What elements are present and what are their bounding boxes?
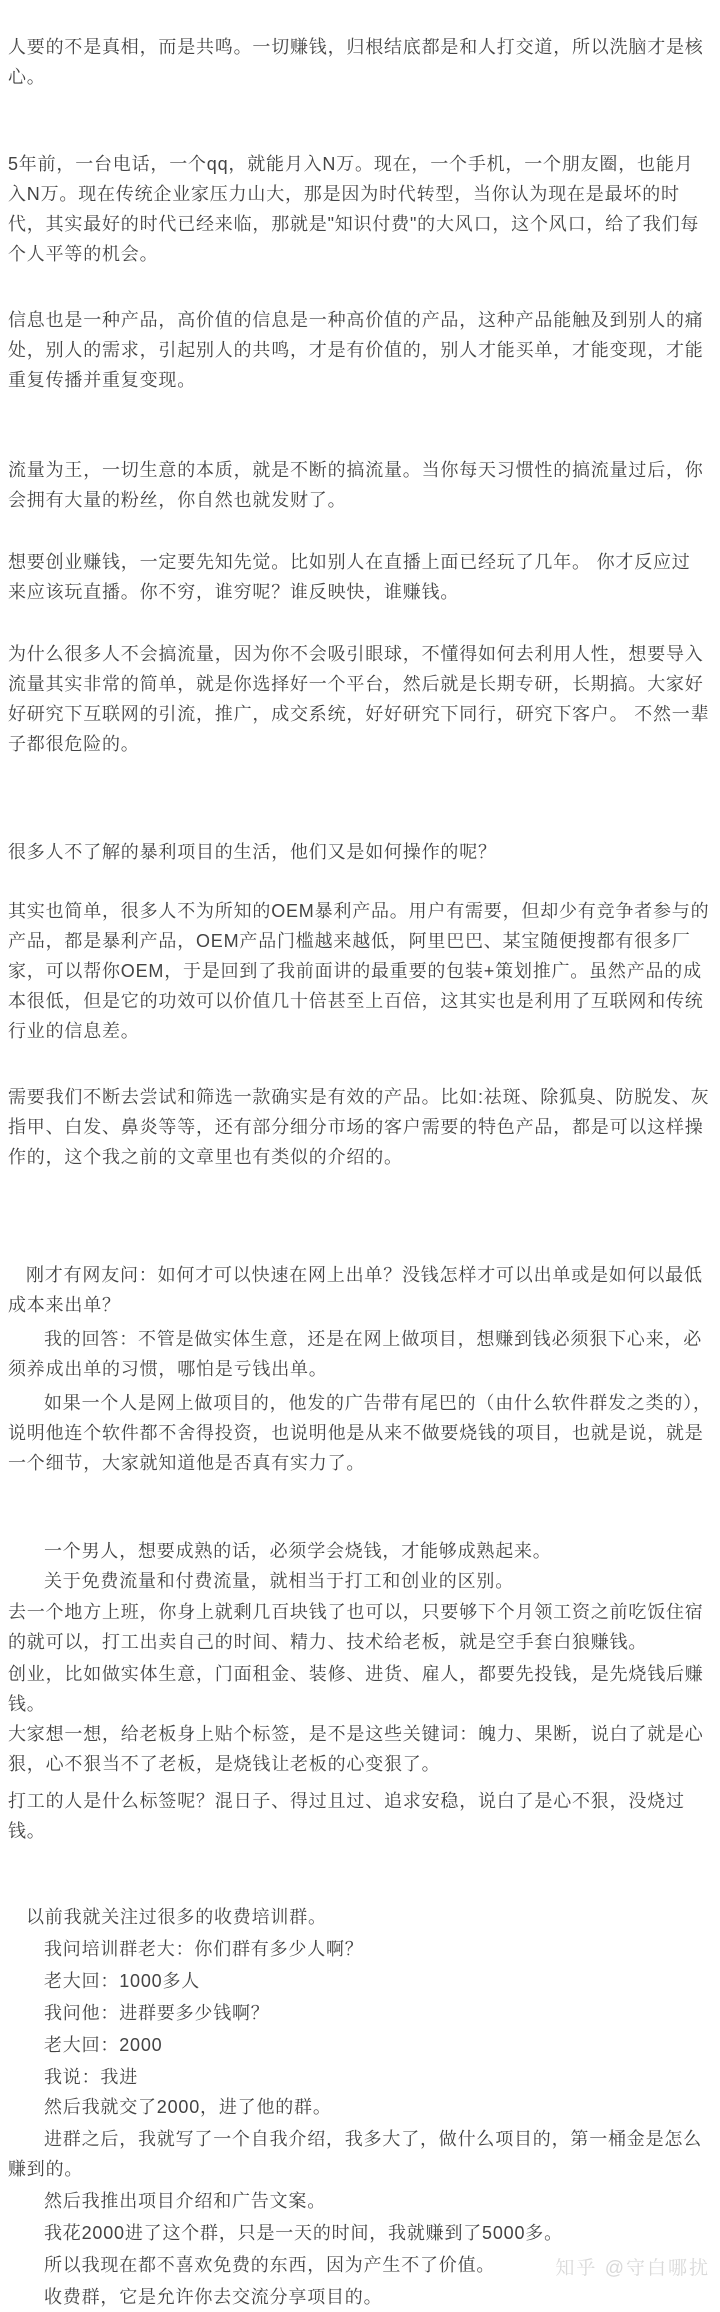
paragraph: 如果一个人是网上做项目的，他发的广告带有尾巴的（由什么软件群发之类的），说明他连个软件都不舍得投资，也说明他是从来不做要烧钱的项目，也就是说，就是一个细节，大家就知道他是否真有实力了。 bbox=[8, 1393, 712, 1473]
paragraph: 很多人不了解的暴利项目的生活，他们又是如何操作的呢？ bbox=[8, 842, 497, 862]
paragraph: 我的回答：不管是做实体生意，还是在网上做项目，想赚到钱必须狠下心来，必须养成出单的习惯，哪怕是亏钱出单。 bbox=[8, 1329, 702, 1379]
paragraph: 老大回：1000多人 bbox=[44, 1971, 201, 1991]
paragraph: 为什么很多人不会搞流量，因为你不会吸引眼球，不懂得如何去利用人性，想要导入流量其实非常的简单，就是你选择好一个平台，然后就是长期专研，长期搞。大家好好研究下互联网的引流，推广，成交系统，好好研究下同行，研究下客户。 不然一辈子都很危险的。 bbox=[8, 644, 710, 754]
zhihu-watermark: 知乎 @守白哪扰 bbox=[555, 2258, 710, 2279]
paragraph: 想要创业赚钱，一定要先知先觉。比如别人在直播上面已经玩了几年。 你才反应过 来应该玩直播。你不穷，谁穷呢？谁反映快，谁赚钱。 bbox=[8, 552, 691, 602]
paragraph: 以前我就关注过很多的收费培训群。 bbox=[26, 1907, 327, 1927]
paragraph: 我花2000进了这个群，只是一天的时间，我就赚到了5000多。 bbox=[44, 2223, 563, 2243]
paragraph: 我问培训群老大：你们群有多少人啊？ bbox=[44, 1939, 364, 1959]
paragraph: 关于免费流量和付费流量，就相当于打工和创业的区别。 bbox=[44, 1571, 514, 1591]
paragraph: 5年前，一台电话，一个qq，就能月入N万。现在，一个手机，一个朋友圈，也能月入N万。现在传统企业家压力山大，那是因为时代转型，当你认为现在是最坏的时代，其实最好的时代已经来临，那就是"知识付费"的大风口，这个风口，给了我们每个人平等的机会。 bbox=[8, 154, 700, 264]
paragraph: 信息也是一种产品，高价值的信息是一种高价值的产品，这种产品能触及到别人的痛处，别人的需求，引起别人的共鸣，才是有价值的，别人才能买单，才能变现，才能重复传播并重复变现。 bbox=[8, 310, 704, 390]
paragraph: 大家想一想，给老板身上贴个标签，是不是这些关键词：魄力、果断，说白了就是心狠，心不狠当不了老板，是烧钱让老板的心变狠了。 bbox=[8, 1724, 704, 1774]
paragraph: 然后我就交了2000，进了他的群。 bbox=[44, 2097, 332, 2117]
paragraph: 收费群，它是允许你去交流分享项目的。 bbox=[44, 2287, 383, 2307]
paragraph: 人要的不是真相，而是共鸣。一切赚钱，归根结底都是和人打交道，所以洗脑才是核心。 bbox=[8, 37, 704, 87]
paragraph: 所以我现在都不喜欢免费的东西，因为产生不了价值。 bbox=[44, 2255, 496, 2275]
paragraph: 我说：我进 bbox=[44, 2067, 138, 2087]
paragraph: 创业，比如做实体生意，门面租金、装修、进货、雇人，都要先投钱，是先烧钱后赚钱。 bbox=[8, 1664, 704, 1714]
paragraph: 然后我推出项目介绍和广告文案。 bbox=[44, 2191, 326, 2211]
paragraph: 老大回：2000 bbox=[44, 2035, 163, 2055]
paragraph: 打工的人是什么标签呢？混日子、得过且过、追求安稳，说白了是心不狠，没烧过钱。 bbox=[8, 1791, 685, 1841]
paragraph: 刚才有网友问：如何才可以快速在网上出单？没钱怎样才可以出单或是如何以最低成本来出单？ bbox=[8, 1265, 703, 1315]
paragraph: 需要我们不断去尝试和筛选一款确实是有效的产品。比如:祛斑、除狐臭、防脱发、灰指甲、白发、鼻炎等等，还有部分细分市场的客户需要的特色产品，都是可以这样操作的，这个我之前的文章里也有类似的介绍的。 bbox=[8, 1087, 710, 1167]
paragraph: 流量为王，一切生意的本质，就是不断的搞流量。当你每天习惯性的搞流量过后，你会拥有大量的粉丝，你自然也就发财了。 bbox=[8, 460, 704, 510]
paragraph: 我问他：进群要多少钱啊？ bbox=[44, 2003, 270, 2023]
paragraph: 去一个地方上班，你身上就剩几百块钱了也可以，只要够下个月领工资之前吃饭住宿的就可以，打工出卖自己的时间、精力、技术给老板，就是空手套白狼赚钱。 bbox=[8, 1602, 704, 1652]
paragraph: 进群之后，我就写了一个自我介绍，我多大了，做什么项目的，第一桶金是怎么赚到的。 bbox=[8, 2129, 702, 2179]
paragraph: 一个男人，想要成熟的话，必须学会烧钱，才能够成熟起来。 bbox=[44, 1541, 552, 1561]
paragraph: 其实也简单，很多人不为所知的OEM暴利产品。用户有需要，但却少有竞争者参与的产品，都是暴利产品，OEM产品门槛越来越低，阿里巴巴、某宝随便搜都有很多厂家，可以帮你OEM，于是回到了我前面讲的最重要的包装+策划推广。虽然产品的成本很低，但是它的功效可以价值几十倍甚至上百倍，这其实也是利用了互联网和传统行业的信息差。 bbox=[8, 901, 710, 1041]
